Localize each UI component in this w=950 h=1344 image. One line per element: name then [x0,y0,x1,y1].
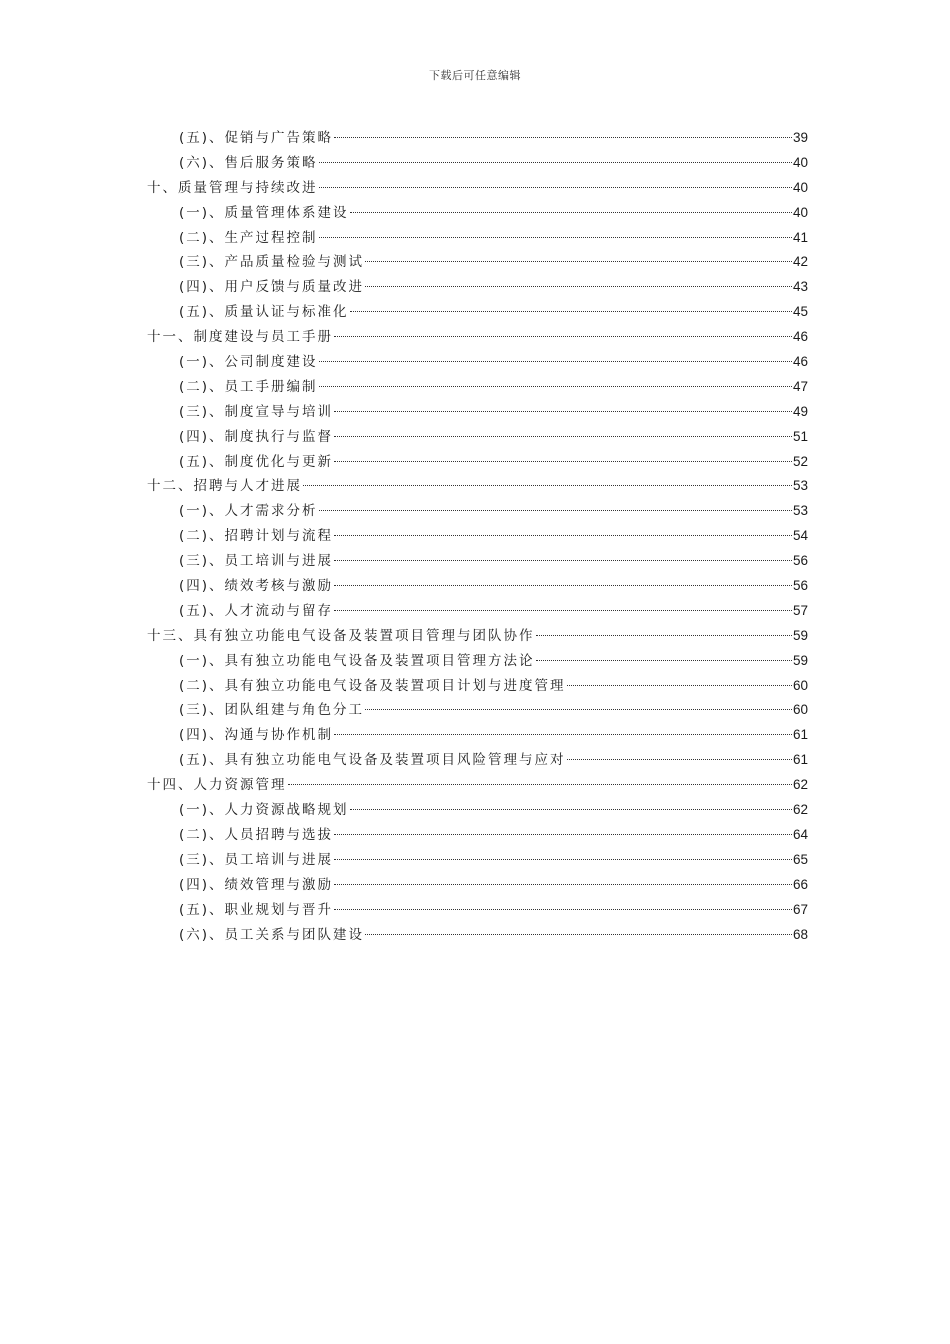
toc-section-entry[interactable] [147,649,808,674]
toc-section-entry[interactable] [147,923,808,948]
toc-entry-page-number: 51 [792,428,808,444]
toc-entry-page-number: 40 [792,154,808,170]
toc-entry-page-number: 59 [792,652,808,668]
toc-dot-leader [334,585,792,586]
toc-entry-title: (二)、招聘计划与流程 [179,528,334,545]
toc-entry-page-number: 54 [792,528,808,544]
toc-entry-title: (四)、绩效考核与激励 [179,578,334,595]
toc-dot-leader [365,709,792,710]
toc-entry-title: 十、质量管理与持续改进 [147,179,318,196]
toc-dot-leader [334,461,792,462]
toc-entry-title: (一)、人才需求分析 [179,503,318,520]
toc-entry-page-number: 46 [792,329,808,345]
toc-entry-title: 十一、制度建设与员工手册 [147,329,333,346]
toc-dot-leader [350,212,792,213]
toc-section-entry[interactable] [147,151,808,176]
page-header: 下载后可任意编辑 [429,69,521,82]
toc-entry-title: (二)、具有独立功能电气设备及装置项目计划与进度管理 [179,677,566,694]
toc-entry-page-number: 47 [792,378,808,394]
toc-section-entry[interactable] [147,674,808,699]
toc-section-entry[interactable] [147,898,808,923]
toc-section-entry[interactable] [147,126,808,151]
toc-entry-title: (五)、质量认证与标准化 [179,304,349,321]
toc-entry-title: 十四、人力资源管理 [147,777,287,794]
toc-entry-page-number: 40 [792,179,808,195]
toc-entry-page-number: 68 [792,926,808,942]
toc-section-entry[interactable] [147,698,808,723]
toc-section-entry[interactable] [147,549,808,574]
toc-entry-title: (三)、团队组建与角色分工 [179,702,365,719]
toc-dot-leader [319,162,792,163]
toc-section-entry[interactable] [147,748,808,773]
toc-entry-title: (一)、人力资源战略规划 [179,802,349,819]
toc-dot-leader [536,660,792,661]
toc-entry-title: (三)、产品质量检验与测试 [179,254,365,271]
toc-dot-leader [334,859,792,860]
toc-entry-page-number: 61 [792,727,808,743]
toc-section-entry[interactable] [147,873,808,898]
toc-section-entry[interactable] [147,823,808,848]
toc-section-entry[interactable] [147,300,808,325]
toc-section-entry[interactable] [147,400,808,425]
toc-entry-page-number: 53 [792,503,808,519]
toc-entry-page-number: 53 [792,478,808,494]
toc-section-entry[interactable] [147,201,808,226]
toc-dot-leader [334,610,792,611]
toc-dot-leader [334,834,792,835]
toc-entry-page-number: 46 [792,354,808,370]
toc-entry-title: (三)、员工培训与进展 [179,553,334,570]
toc-entry-page-number: 62 [792,777,808,793]
toc-dot-leader [365,261,792,262]
toc-entry-title: (一)、具有独立功能电气设备及装置项目管理方法论 [179,652,535,669]
toc-dot-leader [319,510,792,511]
toc-dot-leader [536,635,792,636]
toc-entry-title: (一)、质量管理体系建设 [179,204,349,221]
toc-dot-leader [288,784,792,785]
toc-section-entry[interactable] [147,499,808,524]
toc-section-entry[interactable] [147,848,808,873]
toc-entry-title: (五)、职业规划与晋升 [179,901,334,918]
toc-dot-leader [319,237,792,238]
toc-dot-leader [334,137,792,138]
toc-entry-page-number: 52 [792,453,808,469]
toc-entry-title: (六)、员工关系与团队建设 [179,926,365,943]
toc-entry-page-number: 45 [792,304,808,320]
toc-entry-title: (三)、制度宣导与培训 [179,403,334,420]
toc-entry-page-number: 62 [792,802,808,818]
toc-dot-leader [319,361,792,362]
toc-entry-title: (三)、员工培训与进展 [179,851,334,868]
toc-entry-page-number: 66 [792,876,808,892]
toc-dot-leader [319,187,792,188]
toc-chapter-entry[interactable] [147,624,808,649]
toc-section-entry[interactable] [147,798,808,823]
toc-dot-leader [334,734,792,735]
toc-section-entry[interactable] [147,574,808,599]
toc-chapter-entry[interactable] [147,176,808,201]
toc-entry-page-number: 49 [792,403,808,419]
toc-dot-leader [303,485,792,486]
toc-chapter-entry[interactable] [147,773,808,798]
toc-section-entry[interactable] [147,226,808,251]
toc-section-entry[interactable] [147,250,808,275]
toc-entry-title: 十二、招聘与人才进展 [147,478,302,495]
toc-entry-page-number: 56 [792,578,808,594]
toc-entry-title: (五)、人才流动与留存 [179,602,334,619]
toc-entry-title: (四)、用户反馈与质量改进 [179,279,365,296]
toc-entry-page-number: 60 [792,702,808,718]
toc-section-entry[interactable] [147,350,808,375]
toc-dot-leader [334,909,792,910]
toc-entry-page-number: 42 [792,254,808,270]
toc-entry-title: (二)、人员招聘与选拔 [179,826,334,843]
toc-entry-title: (一)、公司制度建设 [179,354,318,371]
toc-section-entry[interactable] [147,275,808,300]
toc-entry-page-number: 56 [792,553,808,569]
toc-dot-leader [334,560,792,561]
toc-dot-leader [319,386,792,387]
toc-section-entry[interactable] [147,723,808,748]
toc-entry-title: (六)、售后服务策略 [179,154,318,171]
toc-dot-leader [334,436,792,437]
toc-dot-leader [334,884,792,885]
toc-dot-leader [567,685,792,686]
toc-entry-page-number: 43 [792,279,808,295]
toc-entry-title: (五)、促销与广告策略 [179,130,334,146]
toc-entry-page-number: 61 [792,752,808,768]
toc-entry-title: (五)、制度优化与更新 [179,453,334,470]
toc-section-entry[interactable] [147,450,808,475]
toc-entry-page-number: 57 [792,602,808,618]
toc-entry-title: (四)、制度执行与监督 [179,428,334,445]
toc-entry-page-number: 65 [792,851,808,867]
toc-dot-leader [365,934,792,935]
toc-entry-title: (二)、员工手册编制 [179,378,318,395]
toc-dot-leader [350,809,792,810]
toc-dot-leader [334,411,792,412]
toc-dot-leader [334,535,792,536]
toc-entry-page-number: 41 [792,229,808,245]
toc-entry-page-number: 39 [792,130,808,145]
toc-entry-title: (四)、绩效管理与激励 [179,876,334,893]
toc-entry-page-number: 67 [792,901,808,917]
toc-dot-leader [567,759,792,760]
toc-dot-leader [334,336,792,337]
toc-section-entry[interactable] [147,375,808,400]
toc-entry-page-number: 59 [792,627,808,643]
toc-chapter-entry[interactable] [147,325,808,350]
toc-dot-leader [365,286,792,287]
toc-section-entry[interactable] [147,425,808,450]
toc-entry-page-number: 64 [792,826,808,842]
toc-dot-leader [350,311,792,312]
table-of-contents [147,126,808,947]
toc-entry-page-number: 40 [792,204,808,220]
toc-entry-page-number: 60 [792,677,808,693]
toc-entry-title: (二)、生产过程控制 [179,229,318,246]
toc-section-entry[interactable] [147,524,808,549]
toc-section-entry[interactable] [147,599,808,624]
toc-chapter-entry[interactable] [147,474,808,499]
toc-entry-title: (四)、沟通与协作机制 [179,727,334,744]
toc-entry-title: (五)、具有独立功能电气设备及装置项目风险管理与应对 [179,752,566,769]
toc-entry-title: 十三、具有独立功能电气设备及装置项目管理与团队协作 [147,627,535,644]
